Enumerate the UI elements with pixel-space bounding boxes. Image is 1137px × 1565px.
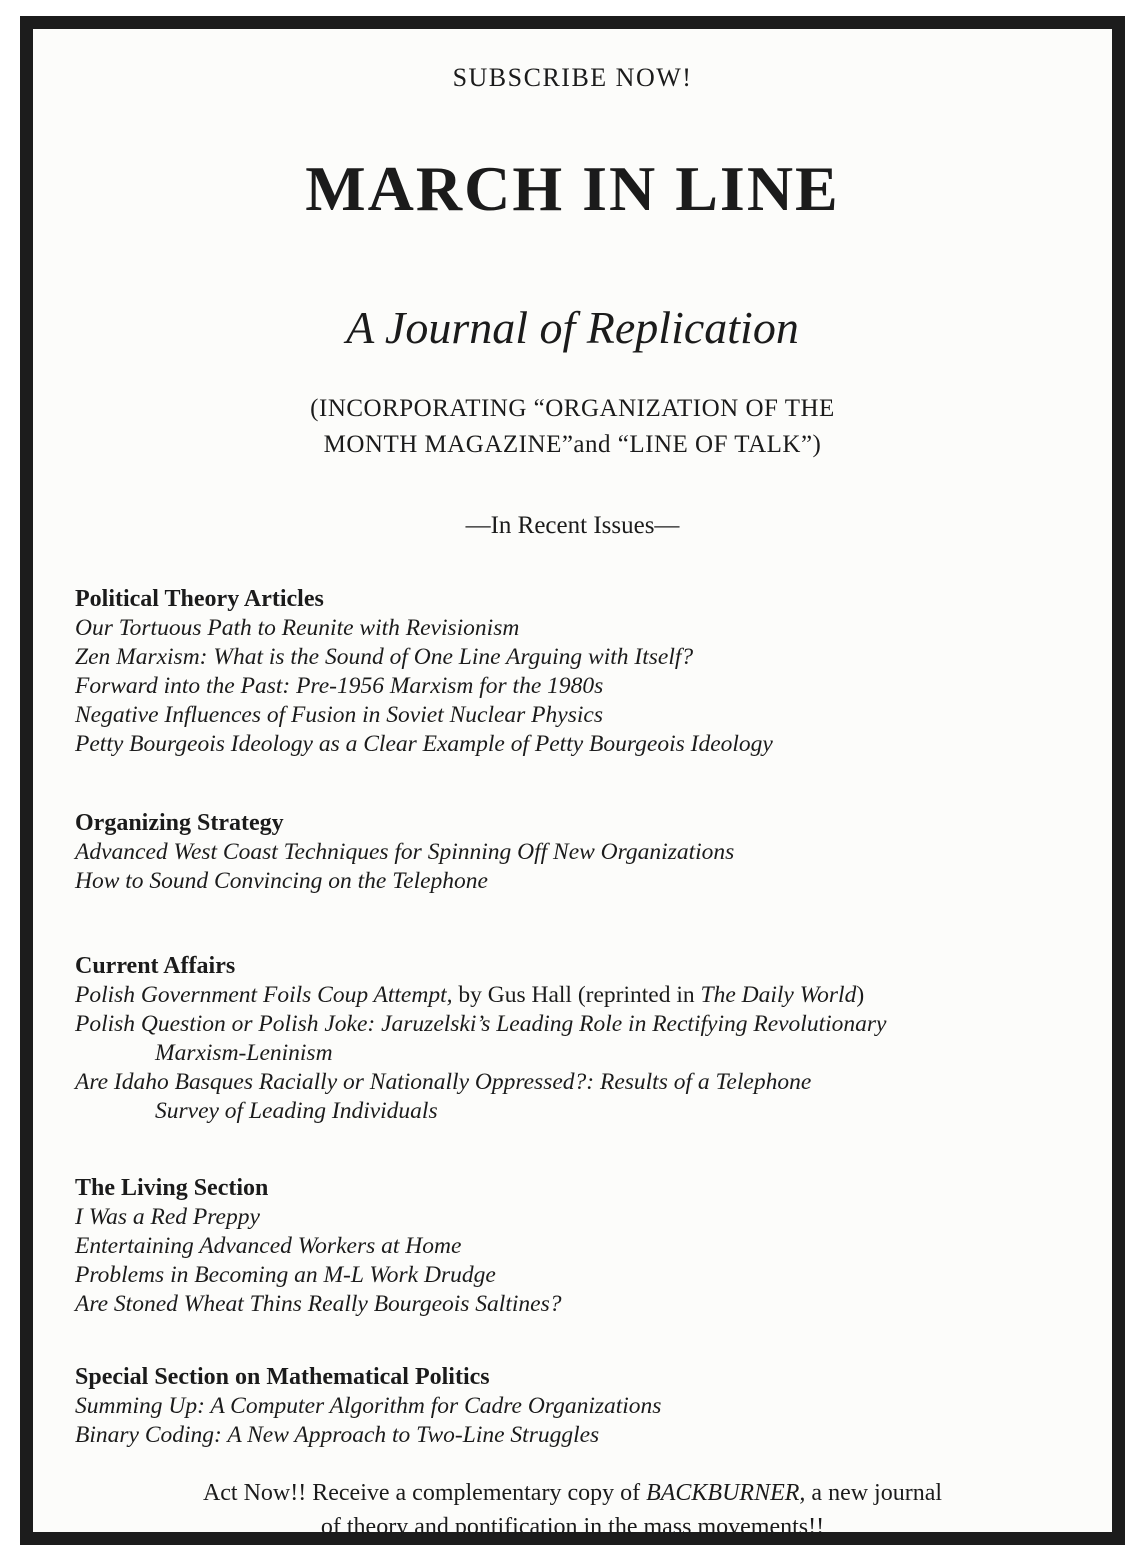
subscribe-now-text: SUBSCRIBE NOW! [452,63,693,92]
article-title [75,1232,1070,1261]
italic-text-segment: Negative Influences of Fusion in Soviet Nuclear Physics [75,702,603,728]
content-section [75,809,1070,896]
article-title [75,672,1070,701]
italic-text-segment: The Daily World [700,982,857,1008]
flyer-content [75,29,1070,1544]
article-title [75,981,1070,1010]
italic-text-segment: Polish Government Foils Coup Attempt, [75,982,453,1008]
italic-text-segment: Problems in Becoming an M-L Work Drudge [75,1262,496,1288]
article-title [75,1203,1070,1232]
text-line [75,867,1070,896]
text-line [75,701,1070,730]
incorporating-line-1: (INCORPORATING “ORGANIZATION OF THE [310,395,835,422]
text-line [75,614,1070,643]
italic-text-segment: Petty Bourgeois Ideology as a Clear Example of Petty Bourgeois Ideology [75,731,773,757]
text-line [75,1010,1070,1039]
roman-text-segment: of theory and pontification in the mass movements!! [320,1514,825,1540]
text-line [75,838,1070,867]
act-now-footer [75,1476,1070,1544]
page-border [20,16,1125,1545]
incorporating-note [75,391,1070,463]
italic-text-segment: Advanced West Coast Techniques for Spinning Off New Organizations [75,839,735,865]
italic-text-segment: How to Sound Convincing on the Telephone [75,868,488,894]
text-line [75,1097,1070,1126]
italic-text-segment: BACKBURNER, [646,1480,806,1506]
article-title [75,701,1070,730]
article-title [75,1392,1070,1421]
roman-text-segment: by Gus Hall (reprinted in [452,982,701,1008]
italic-text-segment: Entertaining Advanced Workers at Home [75,1233,462,1259]
section-heading: Current Affairs [75,953,236,979]
content-section [75,585,1070,759]
article-title [75,1261,1070,1290]
article-title [75,867,1070,896]
text-line [75,1476,1070,1510]
italic-text-segment: Our Tortuous Path to Reunite with Revisionism [75,615,520,641]
italic-text-segment: Are Idaho Basques Racially or Nationally Oppressed?: Results of a Telephone [75,1069,812,1095]
text-line [75,1203,1070,1232]
article-title [75,1010,1070,1068]
issue-contents [75,585,1070,1450]
italic-text-segment: Summing Up: A Computer Algorithm for Cadre Organizations [75,1393,662,1419]
text-line [75,1510,1070,1544]
italic-text-segment: I Was a Red Preppy [75,1204,260,1230]
journal-title: MARCH IN LINE [305,153,840,224]
article-title [75,1421,1070,1450]
article-title [75,730,1070,759]
text-line [75,730,1070,759]
italic-text-segment: Binary Coding: A New Approach to Two-Line Struggles [75,1422,600,1448]
roman-text-segment: a new journal [805,1480,943,1506]
incorporating-line-2: MONTH MAGAZINE”and “LINE OF TALK”) [323,431,822,458]
italic-text-segment: Marxism-Leninism [155,1040,333,1066]
text-line [75,1232,1070,1261]
content-section [75,1363,1070,1450]
text-line [75,1068,1070,1097]
recent-issues-heading: —In Recent Issues— [465,512,680,539]
section-heading: The Living Section [75,1175,269,1201]
article-title [75,643,1070,672]
text-line [75,1421,1070,1450]
section-heading: Special Section on Mathematical Politics [75,1364,490,1390]
italic-text-segment: Polish Question or Polish Joke: Jaruzelski’s Leading Role in Rectifying Revolutionary [75,1011,887,1037]
article-title [75,838,1070,867]
roman-text-segment: Act Now!! Receive a complementary copy of [202,1480,647,1506]
article-title [75,1290,1070,1319]
italic-text-segment: Forward into the Past: Pre-1956 Marxism for the 1980s [75,673,604,699]
italic-text-segment: Zen Marxism: What is the Sound of One Line Arguing with Itself? [75,644,694,670]
content-section [75,1174,1070,1319]
text-line [75,1290,1070,1319]
content-section [75,952,1070,1126]
text-line [75,1039,1070,1068]
article-title [75,1068,1070,1126]
roman-text-segment: ) [856,982,865,1008]
text-line [75,643,1070,672]
journal-subtitle: A Journal of Replication [346,302,799,353]
italic-text-segment: Survey of Leading Individuals [155,1098,438,1124]
text-line [75,981,1070,1010]
text-line [75,672,1070,701]
section-heading: Organizing Strategy [75,810,284,836]
italic-text-segment: Are Stoned Wheat Thins Really Bourgeois Saltines? [75,1291,562,1317]
text-line [75,1392,1070,1421]
article-title [75,614,1070,643]
section-heading: Political Theory Articles [75,586,324,612]
text-line [75,1261,1070,1290]
